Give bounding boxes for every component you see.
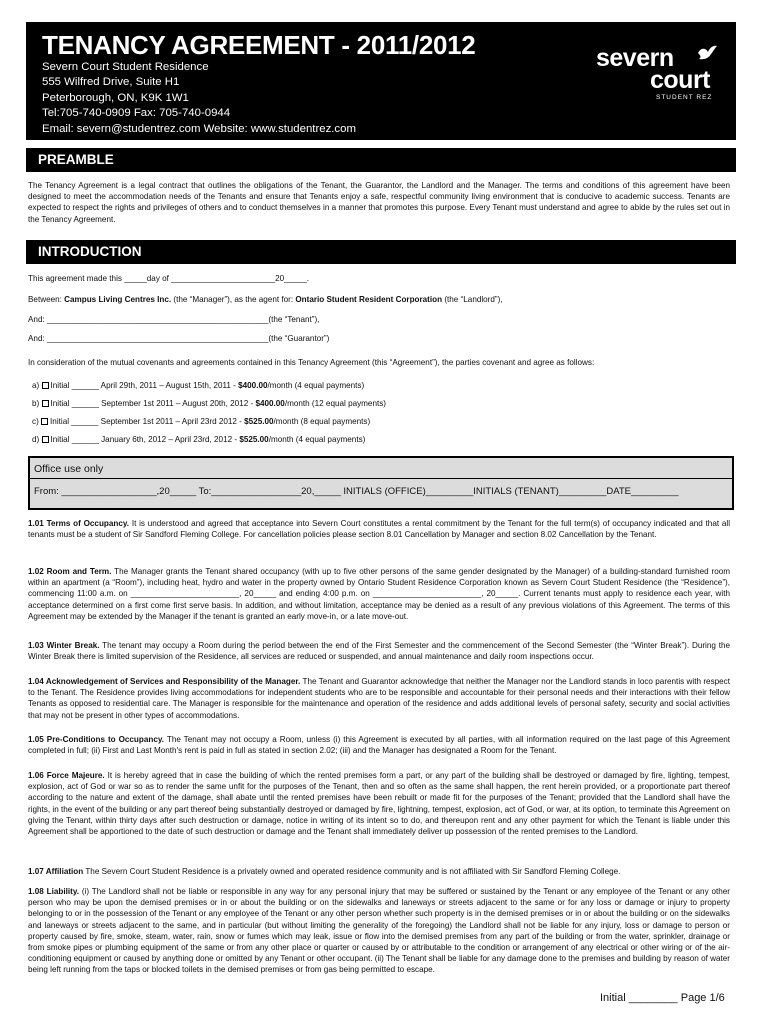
severn-court-logo (592, 44, 722, 100)
term-option-c: c) Initial ______ September 1st 2011 – April 23rd 2012 - $525.00/month (8 equal payments) (32, 417, 371, 426)
office-use-label: Office use only (34, 463, 104, 475)
address-line: Email: severn@studentrez.com Website: www.studentrez.com (42, 122, 356, 135)
preamble-heading: PREAMBLE (26, 148, 736, 172)
introduction-heading: INTRODUCTION (26, 240, 736, 264)
clause-1-08: 1.08 Liability. (i) The Landlord shall not be liable or responsible in any way for any personal injury that may be suffered or sustained by the Tenant or any employee of the Tenant or any other person who may be upon the demised premises or in or about the building or on the sidewalks and laneways or streets adjacent to the same or for any loss or damage or injury to property belonging to or in the possession of the Tenant or any employee of the Tenant or any other person whether such property is in the demised premises or in or about the building or on the sidewalks and laneways or streets adjacent to the same, and in particular (but without limiting the generality of the foregoing) the Landlord shall not be liable for any injury, loss or damage to person or property caused by fire, smoke, steam, water, rain, snow or fumes which may leak, issue or flow into the demised premises from any part of the building or from the water, sprinkler, drainage or from smoke pipes or plumbing equipment of the same or from any other place or quarter or caused by or attributable to the condition or arrangement of any electrical or other wiring or of the air-conditioning equipment or caused by anything done or omitted by any Tenant or other occupant. (ii) The Tenant shall be liable for any damage done to the premises and building by reason of water being left running from the taps or blocked toilets in the demised premises or from gas being permitted to escape. (28, 887, 730, 975)
consideration-text: In consideration of the mutual covenants and agreements contained in this Tenancy Agreement (this “Agreement”), the parties covenant and agree as follows: (28, 358, 595, 367)
agreement-date-line: This agreement made this _____day of _______________________20_____. (28, 274, 309, 283)
address-line: Tel:705-740-0909 Fax: 705-740-0944 (42, 107, 231, 120)
clause-1-06: 1.06 Force Majeure. It is hereby agreed that in case the building of which the rented premises form a part, or any part of the building shall be destroyed or damaged by fire, lighting, tempest, explosion, act of God or war so as to render the same unfit for the purposes of the Tenant, then and so often as the same shall happen, the rent herein provided, or a proportionate part thereof according to the nature and extent of the damage, shall abate until the rented premises have been rebuilt or made fit for the purposes of the Tenant; provided that the Landlord shall have the rights, in the event of the building or any part thereof being substantially destroyed or damaged by fire, lightning, tempest, explosion, act of God, or war, at its option, to terminate this Agreement on giving the Tenant, within thirty days after such destruction or damage, notice in writing of its intent so to do, and thereupon rent and any other payment for which the Tenant is liable under this Agreement shall be apportioned to the date of such destruction or damage and the Tenant shall immediately deliver up possession of the rented premises to the Landlord. (28, 771, 731, 837)
clause-1-04: 1.04 Acknowledgement of Services and Responsibility of the Manager. The Tenant and Guarantor acknowledge that neither the Manager nor the Landlord stands in loco parentis with respect to the Tenant. The Residence provides living accommodations for independent students who are to be responsible and accountable for their personal needs and their interactions with their fellow Tenants as opposed to residential care. The Manager is responsible for the maintenance and operation of the residence and adds additional levels of personal safety, security and social activities that may not be present in other types of accommodations. (28, 677, 730, 720)
clause-1-02: 1.02 Room and Term. The Manager grants the Tenant shared occupancy (with up to five other persons of the same gender designated by the Manager) of a building-standard furnished room within an apartment (a “Room”), including heat, hydro and water in the property owned by Ontario Student Residence Corporation known as Severn Court Student Residence (the “Residence”), commencing 11:00 a.m. on ________________________, 20_____ and ending 4:00 p.m. on ________________________, 20_____. Current tenants must apply to residence each year, with acceptance determined on a first come first serve basis. In addition, and without limitation, acceptance may be denied as a result of any previous violations of this Agreement. The terms of this Agreement may be extended by the Manager if the tenant is granted an early move-in, or a late move-out. (28, 567, 731, 621)
logo-word-court: court (650, 66, 710, 94)
address-line: 555 Wilfred Drive, Suite H1 (42, 76, 180, 89)
document-header (26, 22, 736, 140)
term-option-a: a) Initial ______ April 29th, 2011 – August 15th, 2011 - $400.00/month (4 equal payments) (32, 381, 365, 390)
logo-tagline: STUDENT REZ (656, 94, 713, 101)
checkbox-icon[interactable] (42, 436, 49, 443)
clause-1-03: 1.03 Winter Break. The tenant may occupy a Room during the period between the end of the First Semester and the commencement of the Second Semester (the “Winter Break”). During the Winter Break there is limited supervision of the Residence, all services are reduced or suspended, and annual maintenance and daily room inspections occur. (28, 641, 730, 662)
bird-icon (696, 44, 718, 62)
address-line: Peterborough, ON, K9K 1W1 (42, 91, 189, 104)
guarantor-name-field[interactable]: And: _________________________________________________(the “Guarantor”) (28, 334, 330, 343)
parties-line: Between: Campus Living Centres Inc. (the “Manager”), as the agent for: Ontario Student Resident Corporation (the “Landlord”), (28, 295, 503, 304)
checkbox-icon[interactable] (41, 418, 48, 425)
tenant-name-field[interactable]: And: _________________________________________________(the “Tenant”), (28, 315, 320, 324)
clause-1-01: 1.01 Terms of Occupancy. It is understood and agreed that acceptance into Severn Court constitutes a rental commitment by the Tenant for the full term(s) of occupancy indicated and that all tenants must be a student of Sir Sandford Fleming College. For cancellation policies please section 8.01 Cancellation by Manager and section 8.02 Cancellation by the Tenant. (28, 519, 730, 540)
document-title: TENANCY AGREEMENT - 2011/2012 (42, 30, 476, 60)
office-use-divider (30, 478, 732, 479)
office-use-box (28, 456, 734, 510)
clause-1-07: 1.07 Affiliation The Severn Court Student Residence is a privately owned and operated residence community and is not affiliated with Sir Sandford Fleming College. (28, 867, 621, 876)
page-footer: Initial ________ Page 1/6 (600, 992, 725, 1004)
term-option-d: d) Initial ______ January 6th, 2012 – April 23rd, 2012 - $525.00/month (4 equal payments) (32, 435, 366, 444)
clause-1-05: 1.05 Pre-Conditions to Occupancy. The Tenant may not occupy a Room, unless (i) this Agreement is executed by all parties, with all information required on the last page of this Agreement completed in full; (ii) First and Last Month's rent is paid in full as stated in section 2.02; (iii) and the Manager has designated a Room for the Tenant. (28, 735, 730, 756)
office-use-fields[interactable]: From: __________________,20_____ To:_________________20,_____ INITIALS (OFFICE)_________INITIALS (TENANT)_________DATE_________ (34, 486, 679, 497)
checkbox-icon[interactable] (42, 400, 49, 407)
term-option-b: b) Initial ______ September 1st 2011 – August 20th, 2012 - $400.00/month (12 equal payments) (32, 399, 386, 408)
checkbox-icon[interactable] (42, 382, 49, 389)
preamble-text: The Tenancy Agreement is a legal contract that outlines the obligations of the Tenant, the Guarantor, the Landlord and the Manager. The terms and conditions of this agreement have been designed to meet the accommodation needs of the Tenants and ensure that Tenants enjoy a safe, respectful community living environment that is conducive to academic success. Tenants are expected to respect the rights and privileges of others and to conduct themselves in a manner that promotes this purpose. Every Tenant must understand and agree to abide by the rules set out in the Tenancy Agreement. (28, 181, 730, 224)
logo-word-severn: severn (596, 44, 674, 72)
address-line: Severn Court Student Residence (42, 61, 209, 73)
contact-address (42, 60, 356, 137)
